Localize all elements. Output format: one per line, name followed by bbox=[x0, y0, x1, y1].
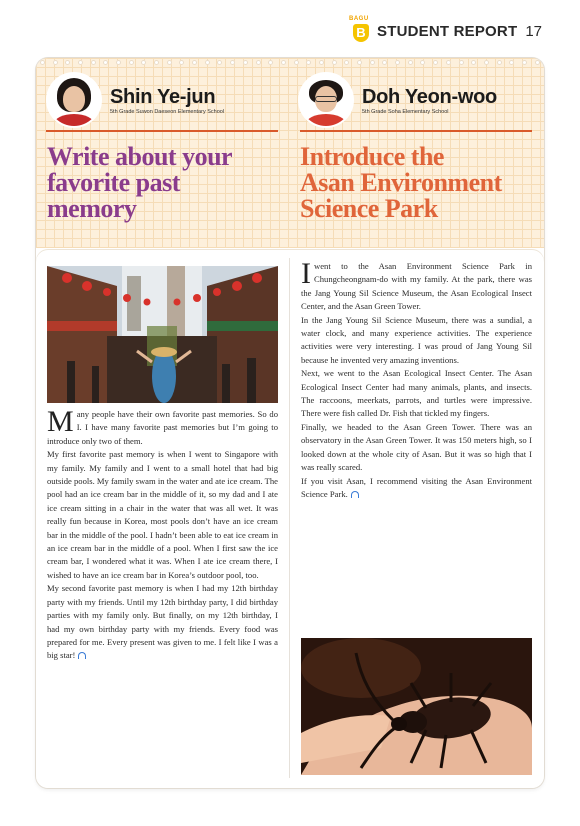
drop-cap: M bbox=[47, 405, 74, 438]
student-school: 5th Grade Suwon Daeseon Elementary School bbox=[110, 108, 225, 115]
page-number: 17 bbox=[525, 22, 542, 40]
beetle-on-hand-photo bbox=[301, 638, 532, 775]
report-card bbox=[36, 58, 544, 788]
article-headline: Write about your favorite past memory bbox=[47, 142, 233, 223]
column-divider bbox=[289, 258, 290, 778]
article-paragraph: My first favorite past memory is when I went to Singapore with my family. My family and I went to a small hotel that had big outside pools. My family swam in the water and ate ice cream. The pool had an ice cream bar in the middle of it, so my dad and I ate ice cream sitting in a chair in the water that was all wet. It was really fun because in Korea, most pools don’t have an ice cream bar in the middle of the pool. I hadn’t been able to eat ice cream in an ice cream bar in the middle of a pool. When I first saw the ice cream bar, I wondered what it was. When I ate ice cream there, I wished to have an ice cream bar in Korea’s outdoor pool, too. bbox=[47, 449, 278, 580]
article-headline: Introduce the Asan Environment Science Park bbox=[300, 142, 502, 223]
street-market-photo bbox=[47, 266, 278, 403]
student-photo-avatar bbox=[48, 74, 100, 126]
student-name: Doh Yeon-woo bbox=[362, 85, 497, 108]
divider-rule bbox=[300, 130, 532, 132]
right-article-body bbox=[301, 257, 532, 501]
page-header bbox=[351, 18, 542, 44]
magazine-logo bbox=[351, 18, 371, 44]
grid-paper-band bbox=[36, 58, 544, 248]
divider-rule bbox=[46, 130, 278, 132]
logo-letter: B bbox=[356, 25, 366, 40]
student-school: 5th Grade Soha Elementary School bbox=[362, 108, 449, 115]
logo-text: BAGU bbox=[349, 16, 369, 22]
article-paragraph: In the Jang Young Sil Science Museum, there was a sundial, a water clock, and many experience activities. The experience activities were very interesting. I was proud of Jang Young Sil because he invented very amazing inventions. bbox=[301, 314, 532, 365]
perforation-holes bbox=[36, 58, 544, 66]
article-paragraph: Next, we went to the Asan Ecological Insect Center. The Asan Ecological Insect Center had many animals, plants, and insects. The raccoons, meerkats, parrots, and turtles were impressive. There were fish called Dr. Fish that tickled my fingers. bbox=[301, 368, 532, 419]
article-paragraph: went to the Asan Environment Science Park in Chungcheongnam-do with my family. At the park, there was the Jang Young Sil Science Museum, the Asan Ecological Insect Center, and the Asan Green Tower. bbox=[301, 261, 532, 312]
headphones-icon bbox=[78, 652, 86, 659]
left-article-body bbox=[47, 405, 278, 663]
student-right bbox=[300, 74, 497, 126]
drop-cap: I bbox=[301, 257, 311, 290]
student-photo-avatar bbox=[300, 74, 352, 126]
article-paragraph: Finally, we headed to the Asan Green Tower. There was an observatory in the Asan Green Tower. It was 150 meters high, so I looked down at the whole city of Asan. But it was so high that I was really scared. bbox=[301, 421, 532, 473]
logo-mark-icon bbox=[353, 24, 369, 42]
student-left bbox=[48, 74, 224, 126]
headphones-icon bbox=[351, 491, 359, 498]
article-paragraph: My second favorite past memory is when I had my 12th birthday party with my friends. Until my 12th birthday party, I did birthday parties with my family only. But finally, on my 12th birthday, I had my own birthday party with my friends. Every food was prepared for me. Every present was given to me. I felt like I was a big star! bbox=[47, 583, 278, 661]
report-title: STUDENT REPORT bbox=[377, 22, 518, 40]
student-name: Shin Ye-jun bbox=[110, 85, 216, 108]
article-paragraph: If you visit Asan, I recommend visiting the Asan Environment Science Park. bbox=[301, 475, 532, 499]
article-paragraph: any people have their own favorite past memories. So do I. I have many favorite past memories but I’m going to introduce only two of them. bbox=[47, 409, 278, 446]
